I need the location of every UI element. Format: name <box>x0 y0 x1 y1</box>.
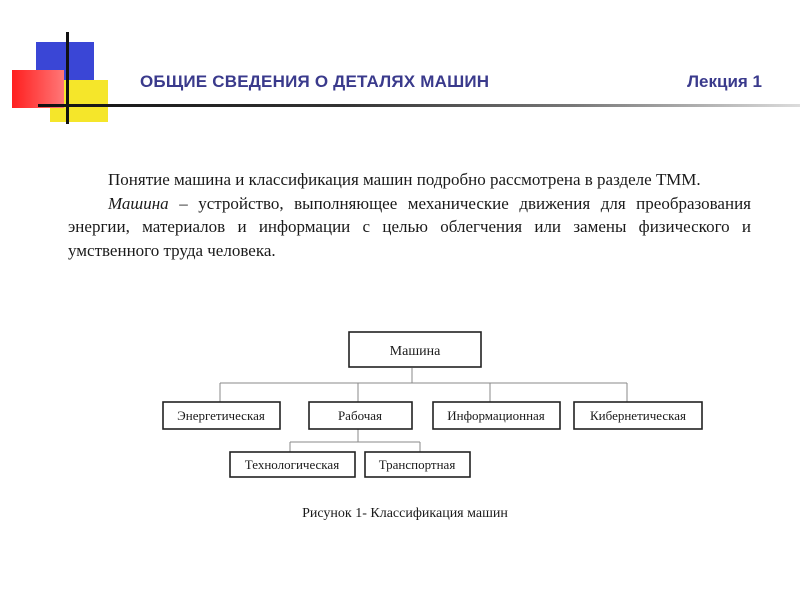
paragraph-1: Понятие машина и классификация машин подробно рассмотрена в разделе ТММ. <box>108 170 701 189</box>
node-transport <box>365 452 470 477</box>
node-energy-label: Энергетическая <box>177 408 265 423</box>
node-technological-label: Технологическая <box>244 457 340 472</box>
node-information-label: Информационная <box>447 408 545 423</box>
node-machine <box>349 332 481 367</box>
node-cybernetic <box>574 402 702 429</box>
node-information <box>433 402 560 429</box>
slide-title: ОБЩИЕ СВЕДЕНИЯ О ДЕТАЛЯХ МАШИН <box>140 72 490 91</box>
node-energy <box>163 402 280 429</box>
node-machine-label: Машина <box>389 344 441 359</box>
node-technological <box>230 452 355 477</box>
term-machine: Машина <box>108 193 169 213</box>
node-cybernetic-label: Кибернетическая <box>590 408 686 423</box>
node-work-label: Рабочая <box>337 408 383 423</box>
definition-text: – устройство, выполняющее механические движения для преобразования энергии, материалов и информации с целью облегчения или замены физического и умственного труда человека. <box>68 193 751 260</box>
figure-caption: Рисунок 1- Классификация машин <box>302 506 508 521</box>
node-work <box>309 402 412 429</box>
lecture-label: Лекция 1 <box>687 72 762 91</box>
node-transport-label: Транспортная <box>378 457 456 472</box>
